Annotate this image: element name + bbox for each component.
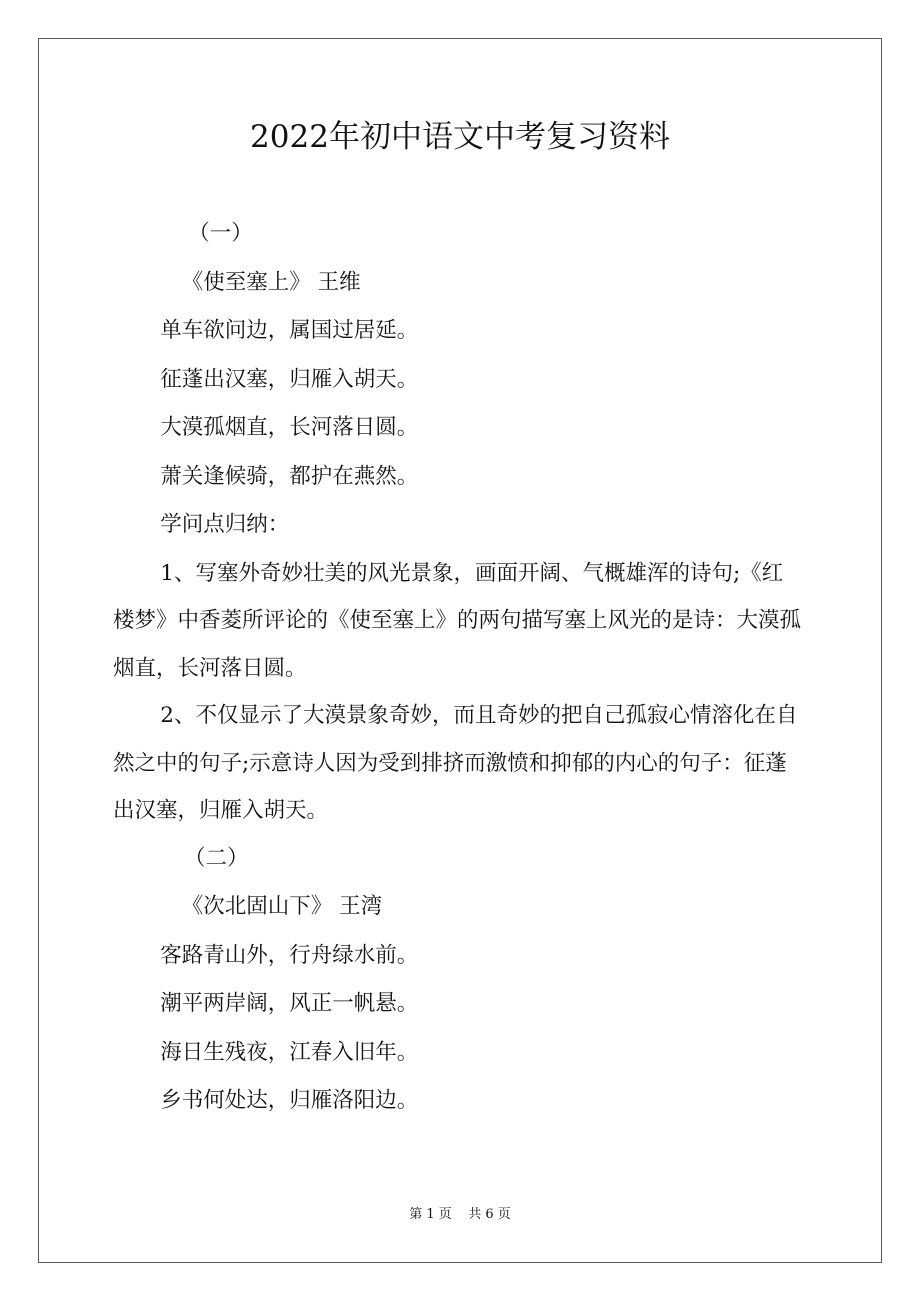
poem-line: 征蓬出汉塞，归雁入胡天。 — [160, 366, 419, 392]
poem-line: 海日生残夜，江春入旧年。 — [160, 1039, 419, 1065]
document-title: 2022年初中语文中考复习资料 — [250, 119, 670, 155]
summary-point-2: 2、不仅显示了大漠景象奇妙，而且奇妙的把自己孤寂心情溶化在自然之中的句子;示意诗人因为受到排挤而激愤和抑郁的内心的句子：征蓬出汉塞，归雁入胡天。 — [113, 703, 798, 823]
page-number: 第 1 页 共 6 页 — [409, 1207, 511, 1222]
poem-line: 大漠孤烟直，长河落日圆。 — [160, 415, 419, 440]
summary-point-1: 1、写塞外奇妙壮美的风光景象，画面开阔、气概雄浑的诗句;《红楼梦》中香菱所评论的《使至塞上》的两句描写塞上风光的是诗：大漠孤烟直，长河落日圆。 — [113, 560, 802, 681]
poem-line: 客路青山外，行舟绿水前。 — [160, 942, 419, 968]
poem-line: 单车欲问边，属国过居延。 — [160, 318, 419, 343]
poem-line: 乡书何处达，归雁洛阳边。 — [160, 1088, 419, 1113]
summary-heading: 学问点归纳： — [160, 512, 290, 537]
poem-title-1: 《使至塞上》 王维 — [181, 269, 361, 295]
poem-line: 萧关逢候骑，都护在燕然。 — [160, 463, 419, 489]
poem-title-2: 《次北固山下》 王湾 — [181, 894, 383, 919]
document-body — [113, 210, 803, 1126]
section-heading-2: （二） — [183, 845, 249, 871]
section-heading-1: （一） — [188, 221, 253, 246]
poem-line: 潮平两岸阔，风正一帆悬。 — [160, 991, 419, 1016]
